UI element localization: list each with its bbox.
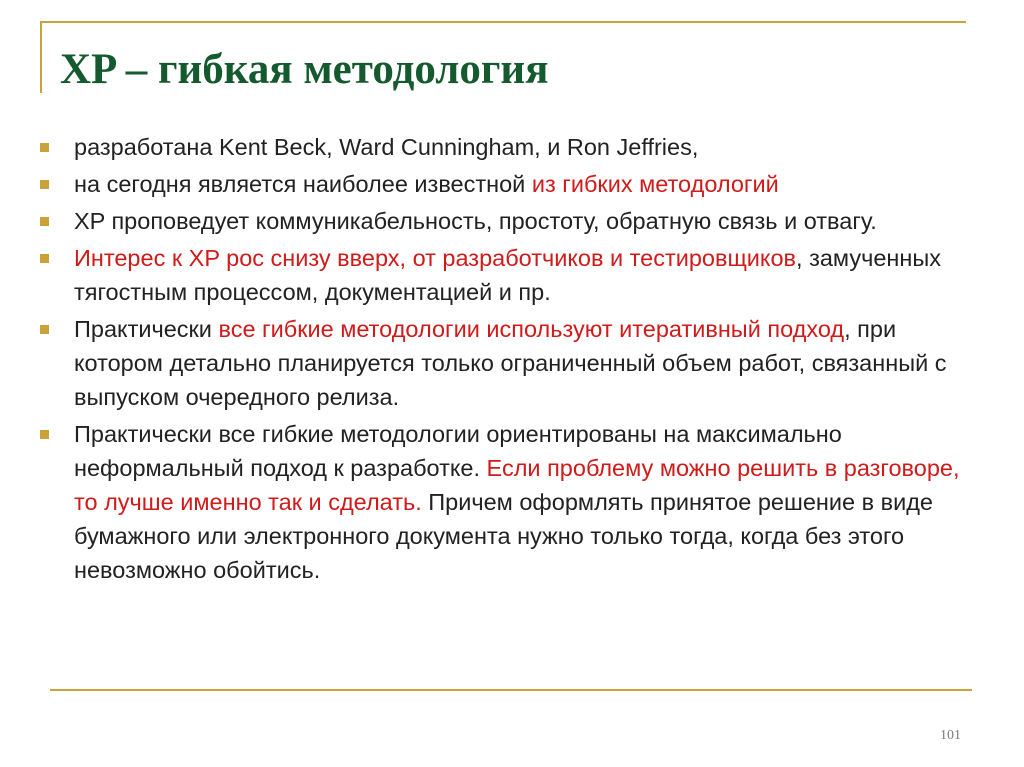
bullet-item [40,417,980,587]
page-number: 101 [940,728,961,743]
bottom-rule [50,689,972,691]
bullet-text: разработана Kent Beck, Ward Cunningham, и Ron Jeffries, [74,134,699,160]
bullet-square-icon [40,430,49,439]
bullet-item [40,130,980,164]
slide-title: XP – гибкая методология [60,46,549,93]
bullet-text: Практически [74,316,219,342]
highlighted-text: Интерес к XP рос снизу вверх, от разработчиков и тестировщиков [74,245,797,271]
bullet-item [40,241,980,309]
bullet-text: XP проповедует коммуникабельность, простоту, обратную связь и отвагу. [74,208,877,234]
bullet-text: на сегодня является наиболее известной [74,171,532,197]
highlighted-text: Если проблему можно решить в разговоре, то лучше именно так и сделать. [74,455,960,515]
bullet-square-icon [40,180,49,189]
highlighted-text: из гибких методологий [531,171,779,197]
bullet-square-icon [40,143,49,152]
bullet-item [40,312,980,414]
highlighted-text: все гибкие методологии используют итеративный подход [218,316,845,342]
bullet-text: , при котором детально планируется только ограниченный объем работ, связанный с выпуском очередного релиза. [74,316,947,410]
bullet-text: Практически все гибкие методологии ориентированы на максимально неформальный подход к разработке. [74,421,842,481]
bullet-square-icon [40,325,49,334]
bullet-item [40,204,980,238]
bullet-list [40,130,980,590]
bullet-item [40,167,980,201]
bullet-square-icon [40,254,49,263]
bullet-square-icon [40,217,49,226]
top-rule [40,21,966,23]
left-rule [40,21,42,93]
bullet-text: Причем оформлять принятое решение в виде бумажного или электронного документа нужно только тогда, когда без этого невозможно обойтись. [74,489,934,583]
bullet-text: , замученных тягостным процессом, документацией и пр. [74,245,942,305]
